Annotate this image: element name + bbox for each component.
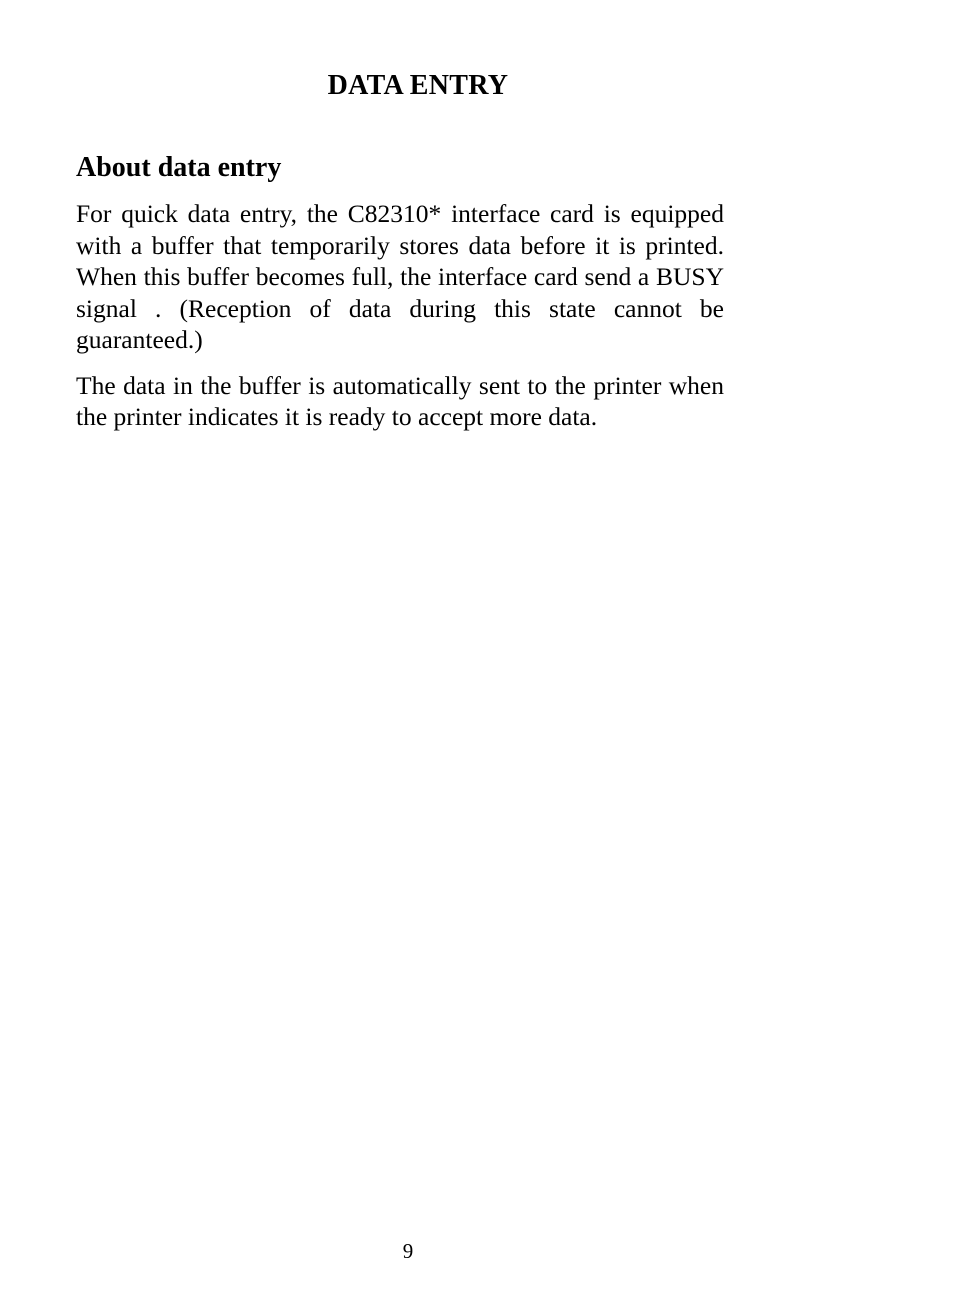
section-heading: About data entry	[76, 152, 282, 183]
page-number: 9	[402, 1239, 414, 1263]
section-about-data-entry	[76, 150, 724, 447]
page-title: DATA ENTRY	[327, 70, 509, 101]
paragraph-buffer-transfer: The data in the buffer is automatically sent to the printer when the printer indicates it is ready to accept more data.	[76, 370, 724, 431]
paragraph-buffer-description: For quick data entry, the C82310* interface card is equipped with a buffer that temporarily stores data before it is printed. When this buffer becomes full, the interface card send a BUSY signal . (Reception of data during this state cannot be guaranteed.)	[76, 199, 724, 354]
